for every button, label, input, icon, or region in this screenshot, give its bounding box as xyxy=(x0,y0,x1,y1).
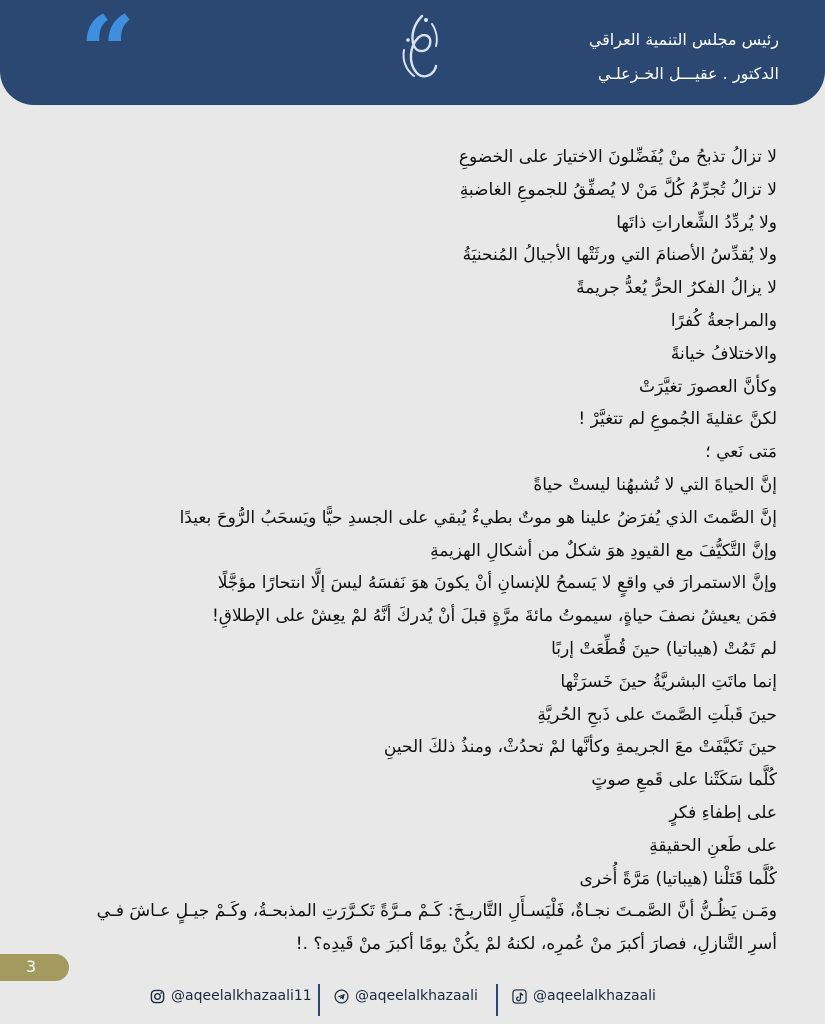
poem-line: إنَّ الصَّمتَ الذي يُفرَضُ علينا هو موتٌ بطيءٌ يُبقي على الجسدِ حيًّا ويَسحَبُ الرُّوحَ بعيدًا xyxy=(179,507,777,528)
telegram-handle: @aqeelalkhazaali xyxy=(355,988,478,1004)
instagram-icon xyxy=(150,989,165,1004)
poem-line: والمراجعةُ كُفرًا xyxy=(670,310,777,331)
poem-line: كُلَّما قَتَلْنا (هيباتيا) مَرَّةً أُخرى xyxy=(579,868,777,889)
telegram-icon xyxy=(334,989,349,1004)
poem-line: لكنَّ عقليةَ الجُموعِ لم تتغيَّرْ ! xyxy=(578,409,777,430)
poem-line: حينَ قَبلَتِ الصَّمتَ على ذَبحِ الحُريَّةِ xyxy=(537,704,777,725)
calligraphy-logo-icon xyxy=(392,10,448,86)
poem-line: والاختلافُ خيانةً xyxy=(670,343,777,364)
poem-line: على إطفاءِ فكرٍ xyxy=(669,802,777,823)
instagram-handle-link[interactable] xyxy=(150,988,312,1004)
poem-line: ولا يُقدِّسُ الأصنامَ التي ورثَتْها الأجيالُ المُنحنيَةُ xyxy=(462,245,777,266)
page-number-badge xyxy=(0,954,69,981)
poem-line: لا تزالُ تُجرِّمُ كُلَّ مَنْ لا يُصفِّقُ للجموعِ الغاضبةِ xyxy=(459,179,777,200)
tiktok-handle-link[interactable] xyxy=(512,988,656,1004)
poem-line: وإنَّ الاستمرارَ في واقعٍ لا يَسمحُ للإنسانِ أنْ يكونَ هوَ نَفسَهُ ليسَ إلَّا انتحارًا مؤجَّلًا xyxy=(217,573,777,594)
poem-line: لا يزالُ الفكرُ الحرُّ يُعدُّ جريمةً xyxy=(576,278,777,299)
poem-line: مَتى نَعي ؛ xyxy=(705,442,777,463)
author-name: الدكتور . عقيـــل الخـزعلـي xyxy=(597,64,779,83)
tiktok-handle: @aqeelalkhazaali xyxy=(533,988,656,1004)
footer-divider xyxy=(318,984,320,1016)
poem-line: فمَن يعيشُ نصفَ حياةٍ، سيموتُ مائةَ مرَّةٍ قبلَ أنْ يُدركَ أنَّهُ لمْ يعِشْ على الإطلاقِ! xyxy=(211,606,777,627)
poem-line: ومَـن يَظُـنُّ أنَّ الصَّمـتَ نجـاةٌ، فَلْيَسـأَلِ التَّاريـخَ: كَـمْ مـرَّةً تَكـرَّرَتِ المذبحـةُ، وكَـمْ جيـلٍ عـاشَ فـي xyxy=(96,901,777,922)
footer-social-bar xyxy=(0,986,825,1016)
poem-line: حينَ تَكيَّفَتْ معَ الجريمةِ وكأنَّها لمْ تحدُثْ، ومنذُ ذلكَ الحينِ xyxy=(383,737,777,758)
instagram-handle: @aqeelalkhazaali11 xyxy=(171,988,312,1004)
poem-line: ولا يُردِّدُ الشِّعاراتِ ذاتَها xyxy=(616,212,777,233)
poem-line: لم تَمُتْ (هيباتيا) حينَ قُطِّعَتْ إربًا xyxy=(551,638,777,659)
poem-line: وكأنَّ العصورَ تغيَّرَتْ xyxy=(638,376,777,397)
poem-line: كُلَّما سَكَتْنا على قَمعِ صوتٍ xyxy=(591,770,777,791)
poem-line: إنَّ الحياةَ التي لا تُشبهُنا ليستْ حياةً xyxy=(533,474,777,495)
header-banner xyxy=(0,0,825,108)
author-title: رئيس مجلس التنمية العراقي xyxy=(588,30,779,49)
tiktok-icon xyxy=(512,989,527,1004)
page-number: 3 xyxy=(26,957,37,976)
poem-line: إنما ماتَتِ البشريَّةُ حينَ خَسرَتْها xyxy=(560,671,777,692)
poem-body xyxy=(37,141,777,961)
telegram-handle-link[interactable] xyxy=(334,988,478,1004)
poem-line: وإنَّ التَّكيُّفَ مع القيودِ هوَ شكلٌ من أشكالِ الهزيمةِ xyxy=(430,540,777,561)
poem-line: لا تزالُ تذبحُ منْ يُفَضِّلونَ الاختيارَ على الخضوعِ xyxy=(458,147,777,167)
quote-icon: “ xyxy=(80,0,136,108)
footer-divider xyxy=(496,984,498,1016)
poem-line: على طَعنِ الحقيقةِ xyxy=(649,835,777,856)
poem-line: أسرِ التَّنازلِ، فصارَ أكبرَ منْ عُمرِه، لكنهُ لمْ يكُنْ يومًا أكبرَ منْ قَيدِه؟ .! xyxy=(295,934,777,955)
